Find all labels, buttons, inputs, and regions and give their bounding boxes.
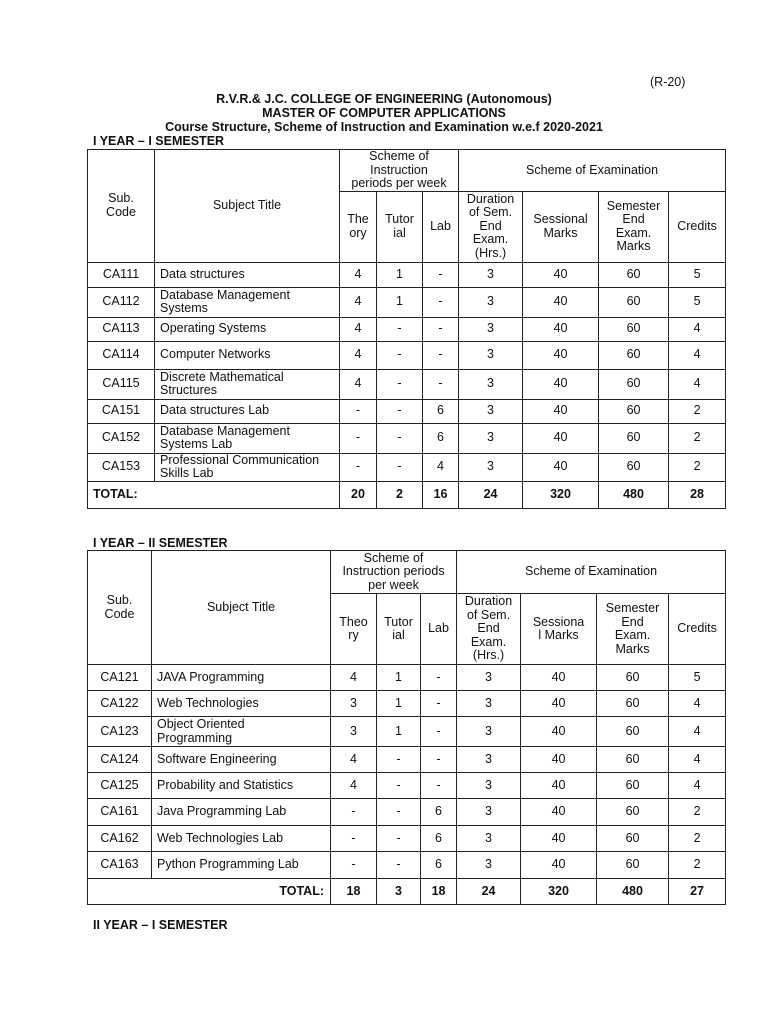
header-theory: The ory	[340, 191, 377, 262]
course-title: Operating Systems	[155, 317, 340, 341]
theory-periods: 4	[331, 747, 377, 773]
sessional-marks: 40	[523, 262, 599, 287]
course-code: CA121	[88, 665, 152, 691]
exam-duration: 3	[459, 369, 523, 399]
tutorial-periods: 1	[377, 691, 421, 717]
semester-end-marks: 60	[597, 717, 669, 747]
semester-end-marks: 60	[599, 399, 669, 423]
sessional-marks: 40	[521, 665, 597, 691]
credits: 4	[669, 717, 726, 747]
header-lab: Lab	[421, 594, 457, 665]
sessional-marks: 40	[521, 773, 597, 799]
semester-title-2: I YEAR – II SEMESTER	[93, 536, 228, 550]
table-row	[88, 665, 726, 691]
course-code: CA163	[88, 852, 152, 879]
lab-periods: 6	[421, 826, 457, 852]
credits: 2	[669, 826, 726, 852]
header-scheme-instruction: Scheme of Instruction periods per week	[331, 551, 457, 594]
semester-end-marks: 60	[597, 773, 669, 799]
header-duration: Duration of Sem. End Exam. (Hrs.)	[459, 191, 523, 262]
theory-periods: -	[331, 799, 377, 826]
lab-periods: -	[423, 341, 459, 369]
sessional-marks: 40	[523, 369, 599, 399]
exam-duration: 3	[457, 852, 521, 879]
header-sub-code: Sub. Code	[88, 150, 155, 263]
course-title: Probability and Statistics	[152, 773, 331, 799]
total-tutorial: 3	[377, 879, 421, 905]
header-scheme-examination: Scheme of Examination	[459, 150, 726, 192]
semester-title-3: II YEAR – I SEMESTER	[93, 918, 228, 932]
table-row	[88, 826, 726, 852]
header-semester-end-marks: Semester End Exam. Marks	[597, 594, 669, 665]
course-code: CA115	[88, 369, 155, 399]
total-lab: 16	[423, 481, 459, 508]
header-subject-title: Subject Title	[155, 150, 340, 263]
lab-periods: -	[421, 691, 457, 717]
course-title: Web Technologies	[152, 691, 331, 717]
tutorial-periods: -	[377, 453, 423, 481]
course-code: CA125	[88, 773, 152, 799]
header-duration: Duration of Sem. End Exam. (Hrs.)	[457, 594, 521, 665]
course-title: Web Technologies Lab	[152, 826, 331, 852]
tutorial-periods: 1	[377, 665, 421, 691]
lab-periods: 6	[423, 423, 459, 453]
course-code: CA151	[88, 399, 155, 423]
course-code: CA162	[88, 826, 152, 852]
semester-end-marks: 60	[597, 826, 669, 852]
credits: 2	[669, 423, 726, 453]
sessional-marks: 40	[521, 747, 597, 773]
lab-periods: -	[423, 369, 459, 399]
lab-periods: 6	[421, 852, 457, 879]
table-row	[88, 799, 726, 826]
exam-duration: 3	[457, 747, 521, 773]
table-row	[88, 453, 726, 481]
lab-periods: -	[421, 717, 457, 747]
exam-duration: 3	[459, 453, 523, 481]
lab-periods: -	[421, 773, 457, 799]
course-code: CA152	[88, 423, 155, 453]
exam-duration: 3	[457, 799, 521, 826]
theory-periods: 3	[331, 717, 377, 747]
header-sessional-marks: Sessiona l Marks	[521, 594, 597, 665]
tutorial-periods: -	[377, 341, 423, 369]
sessional-marks: 40	[521, 691, 597, 717]
tutorial-periods: -	[377, 317, 423, 341]
tutorial-periods: 1	[377, 287, 423, 317]
tutorial-periods: -	[377, 423, 423, 453]
header-credits: Credits	[669, 594, 726, 665]
exam-duration: 3	[459, 287, 523, 317]
theory-periods: -	[340, 423, 377, 453]
tutorial-periods: 1	[377, 717, 421, 747]
course-title: Data structures Lab	[155, 399, 340, 423]
semester-end-marks: 60	[599, 317, 669, 341]
course-code: CA123	[88, 717, 152, 747]
total-theory: 20	[340, 481, 377, 508]
course-title: Object Oriented Programming	[152, 717, 331, 747]
header-scheme-examination: Scheme of Examination	[457, 551, 726, 594]
course-title: Java Programming Lab	[152, 799, 331, 826]
table-row	[88, 369, 726, 399]
theory-periods: -	[331, 826, 377, 852]
lab-periods: 4	[423, 453, 459, 481]
course-title: Software Engineering	[152, 747, 331, 773]
table-row	[88, 262, 726, 287]
total-duration: 24	[457, 879, 521, 905]
credits: 4	[669, 341, 726, 369]
course-title: Database Management Systems	[155, 287, 340, 317]
course-code: CA161	[88, 799, 152, 826]
course-code: CA122	[88, 691, 152, 717]
semester-end-marks: 60	[597, 852, 669, 879]
total-label: TOTAL:	[88, 879, 331, 905]
theory-periods: 4	[340, 262, 377, 287]
credits: 5	[669, 287, 726, 317]
exam-duration: 3	[457, 691, 521, 717]
theory-periods: -	[331, 852, 377, 879]
sessional-marks: 40	[523, 399, 599, 423]
theory-periods: 4	[340, 341, 377, 369]
college-name: R.V.R.& J.C. COLLEGE OF ENGINEERING (Autonomous)	[216, 92, 552, 106]
header-sub-code: Sub. Code	[88, 551, 152, 665]
sessional-marks: 40	[521, 826, 597, 852]
header-theory: Theo ry	[331, 594, 377, 665]
course-title: Computer Networks	[155, 341, 340, 369]
credits: 2	[669, 399, 726, 423]
course-title: Professional Communication Skills Lab	[155, 453, 340, 481]
total-tutorial: 2	[377, 481, 423, 508]
tutorial-periods: -	[377, 799, 421, 826]
sessional-marks: 40	[521, 852, 597, 879]
total-theory: 18	[331, 879, 377, 905]
program-name: MASTER OF COMPUTER APPLICATIONS	[262, 106, 506, 120]
header-lab: Lab	[423, 191, 459, 262]
semester-table-2	[87, 550, 726, 905]
semester-end-marks: 60	[599, 369, 669, 399]
semester-end-marks: 60	[597, 799, 669, 826]
credits: 4	[669, 747, 726, 773]
total-credits: 27	[669, 879, 726, 905]
header-scheme-instruction: Scheme of Instruction periods per week	[340, 150, 459, 192]
tutorial-periods: -	[377, 399, 423, 423]
header-tutorial: Tutor ial	[377, 191, 423, 262]
sessional-marks: 40	[521, 799, 597, 826]
credits: 2	[669, 852, 726, 879]
theory-periods: 3	[331, 691, 377, 717]
semester-end-marks: 60	[599, 453, 669, 481]
tutorial-periods: -	[377, 852, 421, 879]
exam-duration: 3	[459, 423, 523, 453]
credits: 2	[669, 799, 726, 826]
total-semester-end: 480	[597, 879, 669, 905]
exam-duration: 3	[459, 317, 523, 341]
table-row	[88, 773, 726, 799]
sessional-marks: 40	[523, 423, 599, 453]
total-semester-end: 480	[599, 481, 669, 508]
sessional-marks: 40	[523, 287, 599, 317]
theory-periods: -	[340, 453, 377, 481]
theory-periods: 4	[331, 773, 377, 799]
semester-end-marks: 60	[597, 665, 669, 691]
credits: 5	[669, 262, 726, 287]
tutorial-periods: -	[377, 369, 423, 399]
theory-periods: 4	[340, 317, 377, 341]
exam-duration: 3	[457, 773, 521, 799]
theory-periods: 4	[331, 665, 377, 691]
theory-periods: -	[340, 399, 377, 423]
semester-end-marks: 60	[599, 287, 669, 317]
course-title: Database Management Systems Lab	[155, 423, 340, 453]
exam-duration: 3	[457, 665, 521, 691]
total-duration: 24	[459, 481, 523, 508]
exam-duration: 3	[459, 341, 523, 369]
credits: 4	[669, 691, 726, 717]
semester-end-marks: 60	[599, 341, 669, 369]
total-lab: 18	[421, 879, 457, 905]
semester-end-marks: 60	[597, 747, 669, 773]
total-sessional: 320	[523, 481, 599, 508]
credits: 4	[669, 369, 726, 399]
tutorial-periods: -	[377, 773, 421, 799]
table-row	[88, 399, 726, 423]
table-row	[88, 717, 726, 747]
table-row	[88, 341, 726, 369]
exam-duration: 3	[457, 826, 521, 852]
course-code: CA111	[88, 262, 155, 287]
header-tutorial: Tutor ial	[377, 594, 421, 665]
table-row	[88, 287, 726, 317]
table-row	[88, 423, 726, 453]
credits: 2	[669, 453, 726, 481]
total-sessional: 320	[521, 879, 597, 905]
semester-end-marks: 60	[597, 691, 669, 717]
lab-periods: -	[421, 747, 457, 773]
tutorial-periods: 1	[377, 262, 423, 287]
exam-duration: 3	[459, 262, 523, 287]
exam-duration: 3	[459, 399, 523, 423]
theory-periods: 4	[340, 287, 377, 317]
course-code: CA112	[88, 287, 155, 317]
lab-periods: -	[423, 287, 459, 317]
lab-periods: -	[421, 665, 457, 691]
course-code: CA114	[88, 341, 155, 369]
course-title: Discrete Mathematical Structures	[155, 369, 340, 399]
lab-periods: -	[423, 317, 459, 341]
course-title: JAVA Programming	[152, 665, 331, 691]
course-title: Data structures	[155, 262, 340, 287]
course-code: CA153	[88, 453, 155, 481]
sessional-marks: 40	[523, 317, 599, 341]
total-credits: 28	[669, 481, 726, 508]
course-title: Python Programming Lab	[152, 852, 331, 879]
table-row	[88, 747, 726, 773]
semester-title-1: I YEAR – I SEMESTER	[93, 134, 225, 148]
exam-duration: 3	[457, 717, 521, 747]
table-row	[88, 691, 726, 717]
header-sessional-marks: Sessional Marks	[523, 191, 599, 262]
course-structure-title: Course Structure, Scheme of Instruction and Examination w.e.f 2020-2021	[165, 120, 603, 134]
table-row	[88, 317, 726, 341]
header-subject-title: Subject Title	[152, 551, 331, 665]
lab-periods: -	[423, 262, 459, 287]
total-label: TOTAL:	[88, 481, 340, 508]
sessional-marks: 40	[523, 341, 599, 369]
header-semester-end-marks: Semester End Exam. Marks	[599, 191, 669, 262]
tutorial-periods: -	[377, 826, 421, 852]
header-credits: Credits	[669, 191, 726, 262]
credits: 4	[669, 773, 726, 799]
sessional-marks: 40	[523, 453, 599, 481]
lab-periods: 6	[421, 799, 457, 826]
semester-end-marks: 60	[599, 262, 669, 287]
tutorial-periods: -	[377, 747, 421, 773]
regulation-tag: (R-20)	[650, 75, 686, 89]
semester-end-marks: 60	[599, 423, 669, 453]
theory-periods: 4	[340, 369, 377, 399]
course-code: CA113	[88, 317, 155, 341]
course-code: CA124	[88, 747, 152, 773]
credits: 5	[669, 665, 726, 691]
credits: 4	[669, 317, 726, 341]
table-row	[88, 852, 726, 879]
lab-periods: 6	[423, 399, 459, 423]
sessional-marks: 40	[521, 717, 597, 747]
semester-table-1	[87, 149, 726, 509]
